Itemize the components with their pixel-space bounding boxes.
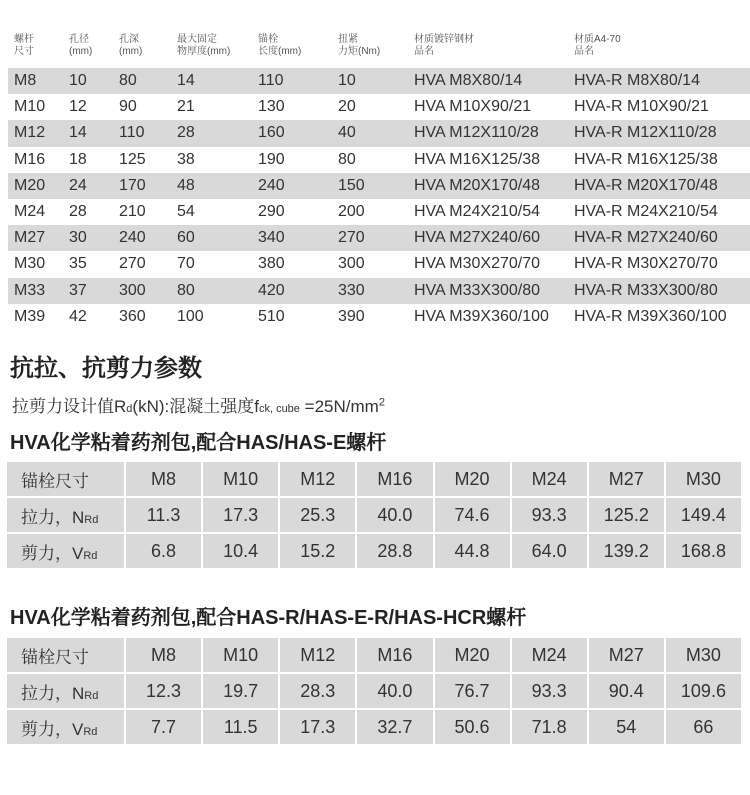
spec-table-body xyxy=(8,68,750,330)
a4-product-cell: HVA-R M33X300/80 xyxy=(574,281,718,299)
tension-cell: 76.7 xyxy=(435,674,510,708)
formula-sub-1: d xyxy=(126,403,133,415)
hole-diameter-cell: 12 xyxy=(69,98,87,116)
hole-depth-cell: 80 xyxy=(119,72,137,90)
rod-size-cell: M10 xyxy=(14,98,46,116)
hole-diameter-cell: 14 xyxy=(69,124,87,142)
tension-cell: 12.3 xyxy=(126,674,201,708)
table-row xyxy=(8,225,750,251)
a4-product-cell: HVA-R M16X125/38 xyxy=(574,150,718,168)
shear-cell: 28.8 xyxy=(357,534,432,568)
design-value-formula xyxy=(12,392,385,417)
rod-size-cell: M39 xyxy=(14,307,46,325)
header-a4-product: 材质A4-70 品名 xyxy=(574,34,621,57)
torque-cell: 80 xyxy=(338,150,356,168)
hole-diameter-cell: 28 xyxy=(69,203,87,221)
hole-depth-cell: 270 xyxy=(119,255,146,273)
shear-cell: 71.8 xyxy=(512,710,587,744)
anchor-length-cell: 340 xyxy=(258,229,285,247)
tension-label-sub: Rd xyxy=(84,513,99,526)
size-cell: M24 xyxy=(512,638,587,672)
torque-cell: 200 xyxy=(338,203,365,221)
section-title: 抗拉、抗剪力参数 xyxy=(10,355,202,382)
hole-depth-cell: 170 xyxy=(119,176,146,194)
shear-label xyxy=(7,710,124,744)
header-hole-depth: 孔深 (mm) xyxy=(119,34,143,57)
tension-cell: 11.3 xyxy=(126,498,201,532)
torque-cell: 10 xyxy=(338,72,356,90)
torque-cell: 40 xyxy=(338,124,356,142)
max-fixture-thickness-cell: 38 xyxy=(177,150,195,168)
max-fixture-thickness-cell: 21 xyxy=(177,98,195,116)
rod-size-cell: M24 xyxy=(14,203,46,221)
tension-cell: 74.6 xyxy=(435,498,510,532)
table-row xyxy=(8,68,750,94)
tension-cell: 17.3 xyxy=(203,498,278,532)
load-table-has xyxy=(5,460,743,570)
hole-diameter-cell: 18 xyxy=(69,150,87,168)
hole-diameter-cell: 30 xyxy=(69,229,87,247)
galvanized-product-cell: HVA M39X360/100 xyxy=(414,307,549,325)
table-row xyxy=(7,462,741,496)
table1-title: HVA化学粘着药剂包,配合HAS/HAS-E螺杆 xyxy=(10,432,387,454)
rod-size-cell: M20 xyxy=(14,176,46,194)
anchor-length-cell: 160 xyxy=(258,124,285,142)
shear-cell: 66 xyxy=(666,710,741,744)
tension-label xyxy=(7,674,124,708)
hole-depth-cell: 300 xyxy=(119,281,146,299)
tension-cell: 109.6 xyxy=(666,674,741,708)
size-cell: M10 xyxy=(203,638,278,672)
tension-cell: 40.0 xyxy=(357,498,432,532)
a4-product-cell: HVA-R M30X270/70 xyxy=(574,255,718,273)
anchor-length-cell: 240 xyxy=(258,176,285,194)
shear-cell: 11.5 xyxy=(203,710,278,744)
a4-product-cell: HVA-R M10X90/21 xyxy=(574,98,709,116)
tension-cell: 93.3 xyxy=(512,674,587,708)
size-cell: M16 xyxy=(357,462,432,496)
hole-diameter-cell: 10 xyxy=(69,72,87,90)
rod-size-cell: M33 xyxy=(14,281,46,299)
anchor-spec-table xyxy=(8,30,750,330)
header-hole-diameter: 孔径 (mm) xyxy=(69,34,93,57)
max-fixture-thickness-cell: 48 xyxy=(177,176,195,194)
max-fixture-thickness-cell: 54 xyxy=(177,203,195,221)
shear-cell: 6.8 xyxy=(126,534,201,568)
max-fixture-thickness-cell: 100 xyxy=(177,307,204,325)
torque-cell: 150 xyxy=(338,176,365,194)
anchor-length-cell: 110 xyxy=(258,72,284,90)
anchor-length-cell: 190 xyxy=(258,150,285,168)
torque-cell: 330 xyxy=(338,281,365,299)
shear-cell: 64.0 xyxy=(512,534,587,568)
size-cell: M20 xyxy=(435,638,510,672)
size-cell: M24 xyxy=(512,462,587,496)
galvanized-product-cell: HVA M16X125/38 xyxy=(414,150,541,168)
shear-cell: 44.8 xyxy=(435,534,510,568)
shear-label-text: 剪力，V xyxy=(21,543,84,563)
size-cell: M27 xyxy=(589,638,664,672)
formula-text-3: =25N/mm xyxy=(299,397,379,416)
tension-cell: 40.0 xyxy=(357,674,432,708)
shear-label-sub: Rd xyxy=(83,549,98,562)
tension-label-text: 拉力，N xyxy=(21,683,85,703)
max-fixture-thickness-cell: 60 xyxy=(177,229,195,247)
galvanized-product-cell: HVA M10X90/21 xyxy=(414,98,532,116)
table-row xyxy=(7,674,741,708)
shear-label xyxy=(7,534,124,568)
table-row xyxy=(8,120,750,146)
size-cell: M20 xyxy=(435,462,510,496)
hole-diameter-cell: 42 xyxy=(69,307,87,325)
a4-product-cell: HVA-R M12X110/28 xyxy=(574,124,717,142)
shear-cell: 168.8 xyxy=(666,534,741,568)
anchor-length-cell: 380 xyxy=(258,255,285,273)
tension-cell: 93.3 xyxy=(512,498,587,532)
table-row xyxy=(7,498,741,532)
galvanized-product-cell: HVA M20X170/48 xyxy=(414,176,541,194)
header-rod-size: 螺杆 尺寸 xyxy=(14,34,34,57)
size-cell: M16 xyxy=(357,638,432,672)
header-galvanized-product: 材质镀锌钢材 品名 xyxy=(414,34,474,57)
header-anchor-length: 锚栓 长度(mm) xyxy=(258,34,302,57)
size-cell: M10 xyxy=(203,462,278,496)
formula-sub-2: ck, cube xyxy=(258,403,300,415)
size-cell: M8 xyxy=(126,462,201,496)
table-row xyxy=(8,173,750,199)
shear-cell: 139.2 xyxy=(589,534,664,568)
a4-product-cell: HVA-R M24X210/54 xyxy=(574,203,718,221)
tension-cell: 25.3 xyxy=(280,498,355,532)
hole-depth-cell: 90 xyxy=(119,98,137,116)
size-cell: M27 xyxy=(589,462,664,496)
shear-label-text: 剪力，V xyxy=(21,719,84,739)
tension-cell: 90.4 xyxy=(589,674,664,708)
rod-size-cell: M16 xyxy=(14,150,46,168)
spec-table-header xyxy=(8,30,750,68)
anchor-length-cell: 290 xyxy=(258,203,285,221)
size-cell: M12 xyxy=(280,638,355,672)
shear-cell: 17.3 xyxy=(280,710,355,744)
rod-size-cell: M8 xyxy=(14,72,37,90)
table-row xyxy=(8,147,750,173)
max-fixture-thickness-cell: 80 xyxy=(177,281,195,299)
tension-label-text: 拉力，N xyxy=(21,507,85,527)
torque-cell: 20 xyxy=(338,98,356,116)
formula-sup: 2 xyxy=(378,396,385,409)
galvanized-product-cell: HVA M27X240/60 xyxy=(414,229,541,247)
table-row xyxy=(8,304,750,330)
max-fixture-thickness-cell: 28 xyxy=(177,124,195,142)
size-cell: M12 xyxy=(280,462,355,496)
table-row xyxy=(7,710,741,744)
anchor-length-cell: 420 xyxy=(258,281,285,299)
max-fixture-thickness-cell: 70 xyxy=(177,255,195,273)
anchor-length-cell: 130 xyxy=(258,98,285,116)
header-torque: 扭紧 力矩(Nm) xyxy=(338,34,381,57)
a4-product-cell: HVA-R M8X80/14 xyxy=(574,72,700,90)
size-cell: M8 xyxy=(126,638,201,672)
shear-cell: 7.7 xyxy=(126,710,201,744)
shear-label-sub: Rd xyxy=(83,725,98,738)
hole-depth-cell: 125 xyxy=(119,150,146,168)
table-row xyxy=(7,534,741,568)
tension-label-sub: Rd xyxy=(84,689,99,702)
table-row xyxy=(8,94,750,120)
tension-cell: 28.3 xyxy=(280,674,355,708)
hole-depth-cell: 110 xyxy=(119,124,145,142)
galvanized-product-cell: HVA M8X80/14 xyxy=(414,72,523,90)
anchor-length-cell: 510 xyxy=(258,307,285,325)
a4-product-cell: HVA-R M20X170/48 xyxy=(574,176,718,194)
header-max-fixture-thickness: 最大固定 物厚度(mm) xyxy=(177,34,231,57)
formula-text-1: 拉剪力设计值R xyxy=(12,397,127,416)
table-row xyxy=(7,638,741,672)
table-row xyxy=(8,278,750,304)
torque-cell: 300 xyxy=(338,255,365,273)
hole-diameter-cell: 37 xyxy=(69,281,87,299)
galvanized-product-cell: HVA M30X270/70 xyxy=(414,255,541,273)
torque-cell: 270 xyxy=(338,229,365,247)
rod-size-cell: M27 xyxy=(14,229,46,247)
shear-cell: 50.6 xyxy=(435,710,510,744)
hole-depth-cell: 210 xyxy=(119,203,146,221)
galvanized-product-cell: HVA M24X210/54 xyxy=(414,203,541,221)
a4-product-cell: HVA-R M39X360/100 xyxy=(574,307,727,325)
table-row xyxy=(8,251,750,277)
galvanized-product-cell: HVA M12X110/28 xyxy=(414,124,539,142)
shear-cell: 54 xyxy=(589,710,664,744)
table-row xyxy=(8,199,750,225)
shear-cell: 32.7 xyxy=(357,710,432,744)
max-fixture-thickness-cell: 14 xyxy=(177,72,195,90)
size-cell: M30 xyxy=(666,462,741,496)
shear-cell: 15.2 xyxy=(280,534,355,568)
tension-cell: 125.2 xyxy=(589,498,664,532)
hole-diameter-cell: 35 xyxy=(69,255,87,273)
table2-title: HVA化学粘着药剂包,配合HAS-R/HAS-E-R/HAS-HCR螺杆 xyxy=(10,607,527,629)
hole-depth-cell: 240 xyxy=(119,229,146,247)
a4-product-cell: HVA-R M27X240/60 xyxy=(574,229,718,247)
tension-cell: 19.7 xyxy=(203,674,278,708)
size-header-label: 锚栓尺寸 xyxy=(7,462,124,496)
size-cell: M30 xyxy=(666,638,741,672)
load-table-has-r xyxy=(5,636,743,746)
shear-cell: 10.4 xyxy=(203,534,278,568)
rod-size-cell: M12 xyxy=(14,124,46,142)
rod-size-cell: M30 xyxy=(14,255,46,273)
formula-text-2: (kN):混凝土强度f xyxy=(132,397,259,416)
galvanized-product-cell: HVA M33X300/80 xyxy=(414,281,541,299)
torque-cell: 390 xyxy=(338,307,365,325)
tension-label xyxy=(7,498,124,532)
hole-depth-cell: 360 xyxy=(119,307,146,325)
tension-cell: 149.4 xyxy=(666,498,741,532)
hole-diameter-cell: 24 xyxy=(69,176,87,194)
size-header-label: 锚栓尺寸 xyxy=(7,638,124,672)
